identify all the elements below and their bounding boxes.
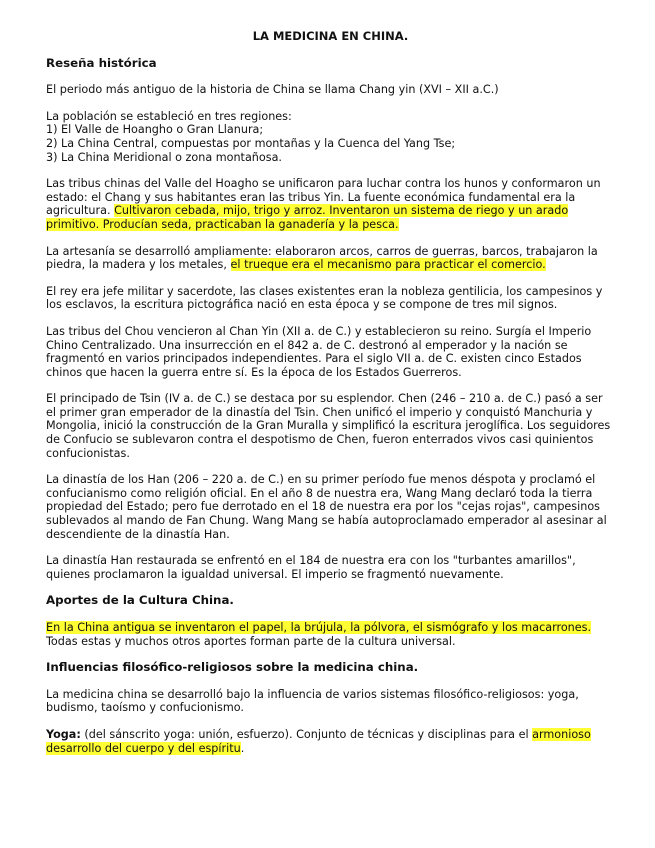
paragraph-tsin: El principado de Tsin (IV a. de C.) se destaca por su esplendor. Chen (246 – 210 a. de C.) pasó a ser el primer gran emperador de la dinastía del Tsin. Chen unificó el imperio y conquistó Manchuria y Mongolia, inició la construcción de la Gran Muralla y simplificó la escritura jeroglífica. Los seguidores de Confucio se sublevaron contra el despotismo de Chen, fueron enterrados vivos casi quinientos confucionistas. bbox=[46, 392, 611, 460]
paragraph-yoga bbox=[46, 728, 615, 755]
highlighted-text: armonioso desarrollo del cuerpo y del espíritu bbox=[46, 727, 591, 755]
section-heading-aportes: Aportes de la Cultura China. bbox=[46, 593, 234, 608]
list-item: 2) La China Central, compuestas por montañas y la Cuenca del Yang Tse; bbox=[46, 136, 456, 150]
highlighted-text: el trueque era el mecanismo para practicar el comercio. bbox=[230, 258, 546, 272]
paragraph-text: (del sánscrito yoga: unión, esfuerzo). Conjunto de técnicas y disciplinas para el bbox=[80, 727, 533, 741]
paragraph-aportes bbox=[46, 621, 615, 648]
paragraph-text: La artesanía se desarrolló ampliamente: elaboraron arcos, carros de guerras, barcos, trabajaron la piedra, la madera y los metales, bbox=[46, 244, 598, 272]
document-title: LA MEDICINA EN CHINA. bbox=[252, 29, 409, 43]
paragraph-artesania bbox=[46, 245, 615, 272]
paragraph-end: . bbox=[240, 741, 245, 755]
term-yoga: Yoga: bbox=[46, 727, 81, 741]
paragraph-regiones bbox=[46, 110, 615, 164]
highlighted-text: En la China antigua se inventaron el papel, la brújula, la pólvora, el sismógrafo y los macarrones. bbox=[46, 621, 592, 634]
paragraph-tribus-hoagho bbox=[46, 177, 615, 231]
list-item: 1) El Valle de Hoangho o Gran Llanura; bbox=[46, 123, 264, 137]
regiones-intro: La población se estableció en tres regiones: bbox=[46, 109, 292, 123]
paragraph-text: Las tribus chinas del Valle del Hoagho se unificaron para luchar contra los hunos y conformaron un estado: el Chang y sus habitantes eran las tribus Yin. La fuente económica fundamental era la agricultura. bbox=[46, 177, 601, 218]
paragraph-han: La dinastía de los Han (206 – 220 a. de C.) en su primer período fue menos déspota y proclamó el confucianismo como religión oficial. En el año 8 de nuestra era, Wang Mang declaró toda la tierra propiedad del Estado; pero fue derrotado en el 18 de nuestra era por los "cejas rojas", campesinos sublevados al mando de Fan Chung. Wang Mang se había autoproclamado emperador al asesinar al descendiente de la dinastía Han. bbox=[46, 473, 607, 541]
paragraph-chang-yin: El periodo más antiguo de la historia de China se llama Chang yin (XVI – XII a.C.) bbox=[46, 83, 499, 97]
paragraph-text: Todas estas y muchos otros aportes forman parte de la cultura universal. bbox=[46, 634, 456, 648]
list-item: 3) La China Meridional o zona montañosa. bbox=[46, 150, 282, 164]
section-heading-influencias: Influencias filosófico-religiosos sobre la medicina china. bbox=[46, 660, 419, 675]
section-heading-resena: Reseña histórica bbox=[46, 55, 157, 70]
paragraph-chou: Las tribus del Chou vencieron al Chan Yin (XII a. de C.) y establecieron su reino. Surgía el Imperio Chino Centralizado. Una insurrección en el 842 a. de C. destronó al emperador y la nación se fragmentó en varios principados independientes. Para el siglo VII a. de C. existen cinco Estados chinos que hacen la guerra entre sí. Es la época de los Estados Guerreros. bbox=[46, 324, 592, 379]
paragraph-rey: El rey era jefe militar y sacerdote, las clases existentes eran la nobleza gentilicia, los campesinos y los esclavos, la escritura pictográfica nació en esta época y se compone de tres mil signos. bbox=[46, 284, 603, 312]
highlighted-text: Cultivaron cebada, mijo, trigo y arroz. Inventaron un sistema de riego y un arado primitivo. Producían seda, practicaban la ganadería y la pesca. bbox=[46, 204, 569, 231]
paragraph-influencias: La medicina china se desarrolló bajo la influencia de varios sistemas filosófico-religiosos: yoga, budismo, taoísmo y confucionismo. bbox=[46, 687, 579, 715]
paragraph-han-restaurada: La dinastía Han restaurada se enfrentó en el 184 de nuestra era con los "turbantes amarillos", quienes proclamaron la igualdad universal. El imperio se fragmentó nuevamente. bbox=[46, 554, 576, 581]
